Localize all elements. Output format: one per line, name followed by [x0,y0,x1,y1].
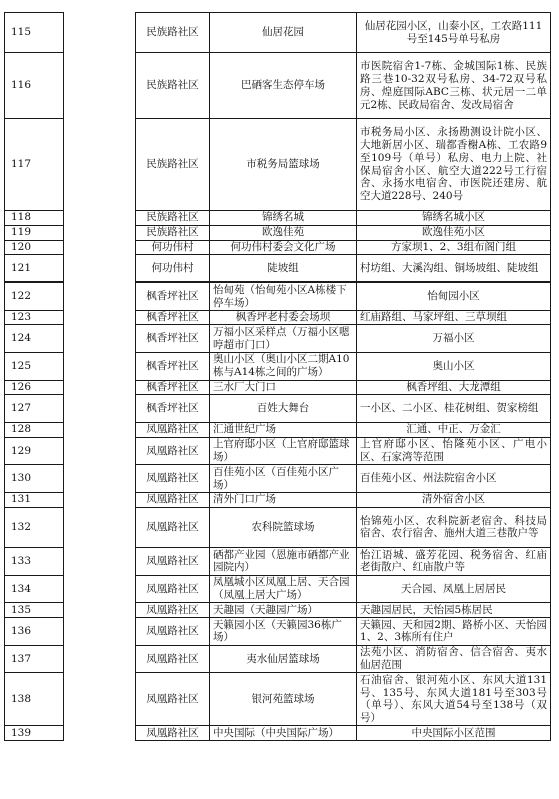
row-number: 139 [5,726,64,741]
table-row [5,255,551,283]
community-name: 凤凰路社区 [136,437,210,465]
row-number: 121 [5,255,64,283]
blank-column [64,53,136,119]
community-name: 民族路社区 [136,225,210,240]
row-number: 123 [5,310,64,325]
community-name: 凤凰路社区 [136,575,210,603]
sampling-site: 欧逸佳苑 [210,225,357,240]
table-row [5,352,551,380]
community-name: 凤凰路社区 [136,507,210,547]
row-number: 116 [5,53,64,119]
sampling-site: 万福小区采样点（万福小区嗯哼超市门口） [210,325,357,353]
table-body [5,13,551,741]
row-number: 126 [5,380,64,395]
row-number: 129 [5,437,64,465]
row-number: 130 [5,465,64,493]
blank-column [64,603,136,618]
covered-area: 法苑小区、消防宿舍、信合宿舍、夷水仙居范围 [357,645,551,673]
blank-column [64,437,136,465]
covered-area: 百佳苑小区、州法院宿舍小区 [357,465,551,493]
covered-area: 怡甸园小区 [357,282,551,310]
covered-area: 汇通、中正、万金汇 [357,422,551,437]
row-number: 119 [5,225,64,240]
sampling-site: 何功伟村委会文化广场 [210,240,357,255]
covered-area: 村坊组、大溪沟组、铜场坡组、陡坡组 [357,255,551,283]
sampling-site: 银河苑篮球场 [210,673,357,726]
blank-column [64,618,136,646]
community-name: 枫香坪社区 [136,310,210,325]
sampling-site: 凤凰城小区凤凰上居、天合园（凤凰上居大广场） [210,575,357,603]
row-number: 134 [5,575,64,603]
table-row [5,395,551,423]
table-row [5,437,551,465]
table-row [5,673,551,726]
row-number: 117 [5,119,64,211]
sampling-site: 市税务局篮球场 [210,119,357,211]
table-row [5,548,551,576]
blank-column [64,240,136,255]
row-number: 136 [5,618,64,646]
blank-column [64,507,136,547]
blank-column [64,325,136,353]
blank-column [64,726,136,741]
table-row [5,325,551,353]
blank-column [64,548,136,576]
sampling-site: 陡坡组 [210,255,357,283]
covered-area: 仙居花园小区，山泰小区，工农路111号至145号单号私房 [357,13,551,53]
covered-area: 怡江语城、盛芳花园、税务宿舍、红庙老街散户、红庙散户等 [357,548,551,576]
covered-area: 中央国际小区范围 [357,726,551,741]
table-row [5,726,551,741]
sampling-site: 硒都产业园（恩施市硒都产业园院内） [210,548,357,576]
covered-area: 锦绣名城小区 [357,210,551,225]
covered-area: 怡锦苑小区、农科院新老宿舍、科技局宿舍、农行宿舍、施州大道三巷散户等 [357,507,551,547]
table-row [5,310,551,325]
community-name: 凤凰路社区 [136,726,210,741]
table-row [5,240,551,255]
table-row [5,13,551,53]
sampling-site: 三水厂大门口 [210,380,357,395]
row-number: 137 [5,645,64,673]
covered-area: 上官府邸小区、怡隆苑小区、广电小区、石家湾等范围 [357,437,551,465]
community-name: 凤凰路社区 [136,422,210,437]
covered-area: 红庙路组、马家坪组、三草坝组 [357,310,551,325]
sampling-site: 仙居花园 [210,13,357,53]
blank-column [64,422,136,437]
covered-area: 市税务局小区、永扬勘测设计院小区、大地新居小区、瑞都香榭A栋、工农路9至109号（单号）私房、电力上院、社保局宿舍小区、航空大道222号工行宿舍、永扬水电宿舍、市医院还建房、航空大道228号、240号 [357,119,551,211]
row-number: 133 [5,548,64,576]
community-name: 枫香坪社区 [136,352,210,380]
blank-column [64,13,136,53]
community-name: 凤凰路社区 [136,603,210,618]
blank-column [64,645,136,673]
community-name: 凤凰路社区 [136,492,210,507]
blank-column [64,380,136,395]
table-row [5,225,551,240]
sampling-sites-table [4,12,551,741]
table-row [5,645,551,673]
covered-area: 天趣园居民，天怡园5栋居民 [357,603,551,618]
blank-column [64,282,136,310]
table-row [5,119,551,211]
covered-area: 石油宿舍、银河苑小区、东风大道131号、135号、东风大道181号至303号（单号）、东风大道54号至138号（双号） [357,673,551,726]
community-name: 民族路社区 [136,210,210,225]
row-number: 124 [5,325,64,353]
covered-area: 清外宿舍小区 [357,492,551,507]
table-row [5,422,551,437]
table-row [5,282,551,310]
covered-area: 奥山小区 [357,352,551,380]
row-number: 122 [5,282,64,310]
row-number: 125 [5,352,64,380]
community-name: 何功伟村 [136,255,210,283]
blank-column [64,352,136,380]
table-row [5,210,551,225]
table-row [5,492,551,507]
community-name: 民族路社区 [136,53,210,119]
blank-column [64,310,136,325]
community-name: 民族路社区 [136,13,210,53]
sampling-site: 天趣园（天趣园广场） [210,603,357,618]
sampling-site: 清外门口广场 [210,492,357,507]
sampling-site: 百佳苑小区（百佳苑小区广场） [210,465,357,493]
community-name: 凤凰路社区 [136,548,210,576]
covered-area: 市医院宿舍1-7栋、金城国际1栋、民族路三巷10-32双号私房、34-72双号私房、煌庭国际ABC三栋、状元居一二单元2栋、民政局宿舍、发改局宿舍 [357,53,551,119]
blank-column [64,225,136,240]
row-number: 132 [5,507,64,547]
covered-area: 枫香坪组、大龙潭组 [357,380,551,395]
covered-area: 欧逸佳苑小区 [357,225,551,240]
table-row [5,618,551,646]
row-number: 127 [5,395,64,423]
sampling-site: 天籁园小区（天籁园36栋广场） [210,618,357,646]
community-name: 凤凰路社区 [136,465,210,493]
covered-area: 方家坝1、2、3组布阁门组 [357,240,551,255]
covered-area: 万福小区 [357,325,551,353]
row-number: 135 [5,603,64,618]
sampling-site: 农科院篮球场 [210,507,357,547]
community-name: 凤凰路社区 [136,618,210,646]
row-number: 120 [5,240,64,255]
sampling-site: 夷水仙居篮球场 [210,645,357,673]
community-name: 凤凰路社区 [136,673,210,726]
community-name: 凤凰路社区 [136,645,210,673]
row-number: 131 [5,492,64,507]
row-number: 118 [5,210,64,225]
covered-area: 天籁园、天和园2期、路桥小区、天怡园1、2、3栋所有住户 [357,618,551,646]
sampling-site: 巴硒客生态停车场 [210,53,357,119]
community-name: 枫香坪社区 [136,325,210,353]
document-page [0,12,559,741]
sampling-site: 中央国际（中央国际广场） [210,726,357,741]
blank-column [64,575,136,603]
row-number: 115 [5,13,64,53]
community-name: 民族路社区 [136,119,210,211]
table-row [5,380,551,395]
row-number: 138 [5,673,64,726]
sampling-site: 汇通世纪广场 [210,422,357,437]
table-row [5,575,551,603]
sampling-site: 百姓大舞台 [210,395,357,423]
sampling-site: 怡甸苑（怡甸苑小区A栋楼下停车场） [210,282,357,310]
blank-column [64,255,136,283]
sampling-site: 枫香坪老村委会场坝 [210,310,357,325]
table-row [5,465,551,493]
covered-area: 一小区、二小区、桂花树组、贺家榜组 [357,395,551,423]
blank-column [64,673,136,726]
sampling-site: 奥山小区（奥山小区二期A10栋与A14栋之间的广场） [210,352,357,380]
blank-column [64,465,136,493]
row-number: 128 [5,422,64,437]
community-name: 何功伟村 [136,240,210,255]
table-row [5,53,551,119]
community-name: 枫香坪社区 [136,282,210,310]
table-row [5,507,551,547]
sampling-site: 锦绣名城 [210,210,357,225]
blank-column [64,210,136,225]
covered-area: 天合园、凤凰上居居民 [357,575,551,603]
community-name: 枫香坪社区 [136,395,210,423]
blank-column [64,119,136,211]
sampling-site: 上官府邸小区（上官府邸篮球场） [210,437,357,465]
blank-column [64,395,136,423]
community-name: 枫香坪社区 [136,380,210,395]
blank-column [64,492,136,507]
table-row [5,603,551,618]
